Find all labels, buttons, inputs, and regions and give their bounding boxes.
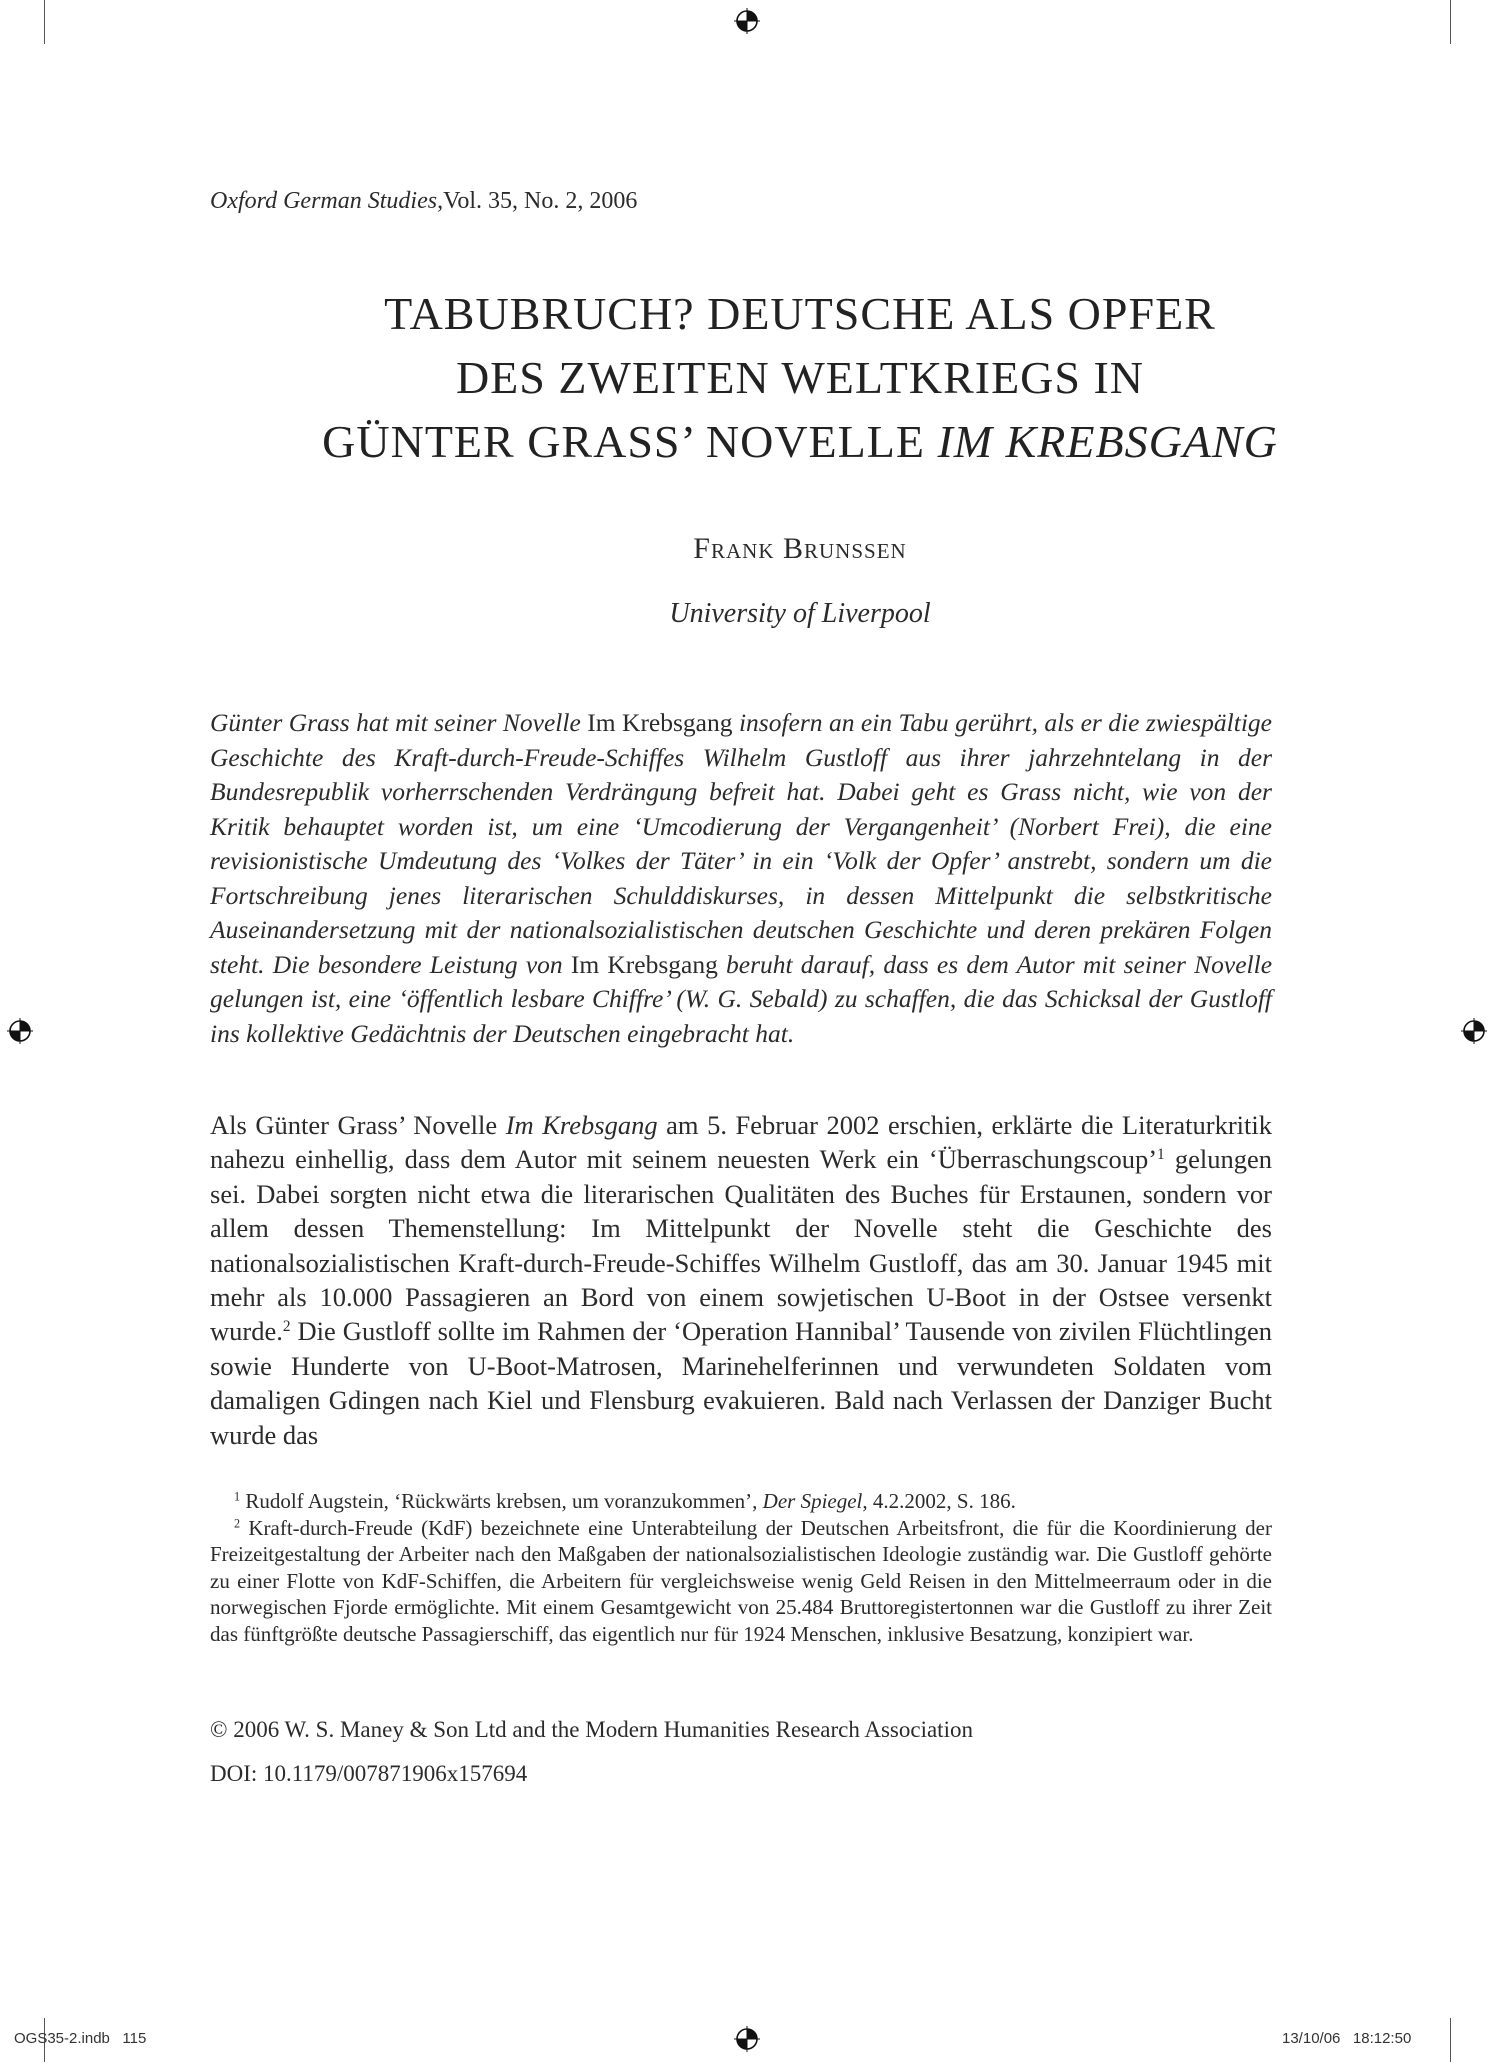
article-title: [150, 282, 1450, 474]
title-work: IM KREBSGANG: [937, 416, 1278, 467]
registration-mark-icon: [7, 1018, 33, 1044]
body-paragraph: Als Günter Grass’ Novelle Im Krebsgang am 5. Februar 2002 erschien, erklärte die Literaturkritik nahezu einhellig, dass dem Autor mit seinem neuesten Werk ein ‘Überraschungscoup’$^1$ gelungen sei. Dabei sorgten nicht etwa die literarischen Qualitäten des Buches für Erstaunen, sondern vor allem dessen Themenstellung: Im Mittelpunkt der Novelle steht die Geschichte des nationalsozialistischen Kraft-durch-Freude-Schiffes Wilhelm Gustloff, das am 30. Januar 1945 mit mehr als 10.000 Passagieren an Bord von einem sowjetischen U-Boot in der Ostsee versenkt wurde.$^2$ Die Gustloff sollte im Rahmen der ‘Operation Hannibal’ Tausende von zivilen Flüchtlingen sowie Hunderte von U-Boot-Matrosen, Marinehelferinnen und verwundeten Soldaten vom damaligen Gdingen nach Kiel und Flensburg evakuieren. Bald nach Verlassen der Danziger Bucht wurde das: [210, 1110, 1273, 1450]
footnote-ref-1[interactable]: 1: [1157, 1146, 1165, 1164]
copyright-notice: © 2006 W. S. Maney & Son Ltd and the Modern Humanities Research Association: [210, 1717, 973, 1742]
crop-mark-top-right: [1450, 0, 1451, 44]
journal-name: Oxford German Studies: [210, 188, 438, 214]
footnotes: [210, 1488, 1272, 1648]
registration-mark-icon: [1461, 1018, 1487, 1044]
abstract: Günter Grass hat mit seiner Novelle Im Krebsgang insofern an ein Tabu gerührt, als er die zwiespältige Geschichte des Kraft-durch-Freude-Schiffes Wilhelm Gustloff aus ihrer jahrzehntelang in der Bundesrepublik vorherrschenden Verdrängung befreit hat. Dabei geht es Grass nicht, wie von der Kritik behauptet worden ist, um eine ‘Umcodierung der Vergangenheit’ (Norbert Frei), die eine revisionistische Umdeutung des ‘Volkes der Täter’ in ein ‘Volk der Opfer’ anstrebt, sondern um die Fortschreibung jenes literarischen Schulddiskurses, in dessen Mittelpunkt die selbstkritische Auseinandersetzung mit der nationalsozialistischen deutschen Geschichte und deren prekären Folgen steht. Die besondere Leistung von Im Krebsgang beruht darauf, dass es dem Autor mit seiner Novelle gelungen ist, eine ‘öffentlich lesbare Chiffre’ (W. G. Sebald) zu schaffen, die das Schicksal der Gustloff ins kollektive Gedächtnis der Deutschen eingebracht hat.: [210, 708, 1273, 1048]
author-name: Frank Brunssen: [693, 532, 907, 565]
footnote-1: $^1$ Rudolf Augstein, ‘Rückwärts krebsen, um voranzukommen’, Der Spiegel, 4.2.2002, S. 186.: [234, 1489, 1016, 1513]
registration-mark-icon: [734, 8, 760, 34]
slug-date: 13/10/06 18:12:50: [1282, 2030, 1412, 2047]
registration-mark-icon: [734, 2026, 760, 2052]
title-line-2: DES ZWEITEN WELTKRIEGS IN: [455, 352, 1145, 403]
footnote-2: $^2$ Kraft-durch-Freude (KdF) bezeichnete eine Unterabteilung der Deutschen Arbeitsfront, die für die Koordinierung der Freizeitgestaltung der Arbeiter nach den Maßgaben der nationalsozialistischen Ideologie zuständig war. Die Gustloff gehörte zu einer Flotte von KdF-Schiffen, die Arbeitern für vergleichsweise wenig Geld Reisen in den Mittelmeerraum oder in die norwegischen Fjorde ermöglichte. Mit einem Gesamtgewicht von 25.484 Bruttoregistertonnen war die Gustloff zu ihrer Zeit das fünftgrößte deutsche Passagierschiff, das eigentlich nur für 1924 Menschen, inklusive Besatzung, konzipiert war.: [210, 1515, 1272, 1646]
doi[interactable]: DOI: 10.1179/007871906x157694: [210, 1761, 528, 1786]
title-line-3: GÜNTER GRASS’ NOVELLE IM KREBSGANG: [322, 416, 1278, 467]
journal-citation: [210, 188, 637, 215]
title-line-1: TABUBRUCH? DEUTSCHE ALS OPFER: [384, 288, 1216, 339]
crop-mark-bottom-right: [1450, 2018, 1451, 2062]
journal-volume: ,Vol. 35, No. 2, 2006: [437, 188, 638, 214]
footnote-ref-2[interactable]: 2: [282, 1318, 291, 1336]
slug-file: OGS35-2.indb 115: [14, 2030, 147, 2047]
author-affiliation: University of Liverpool: [669, 598, 931, 629]
crop-mark-top-left: [44, 0, 45, 44]
